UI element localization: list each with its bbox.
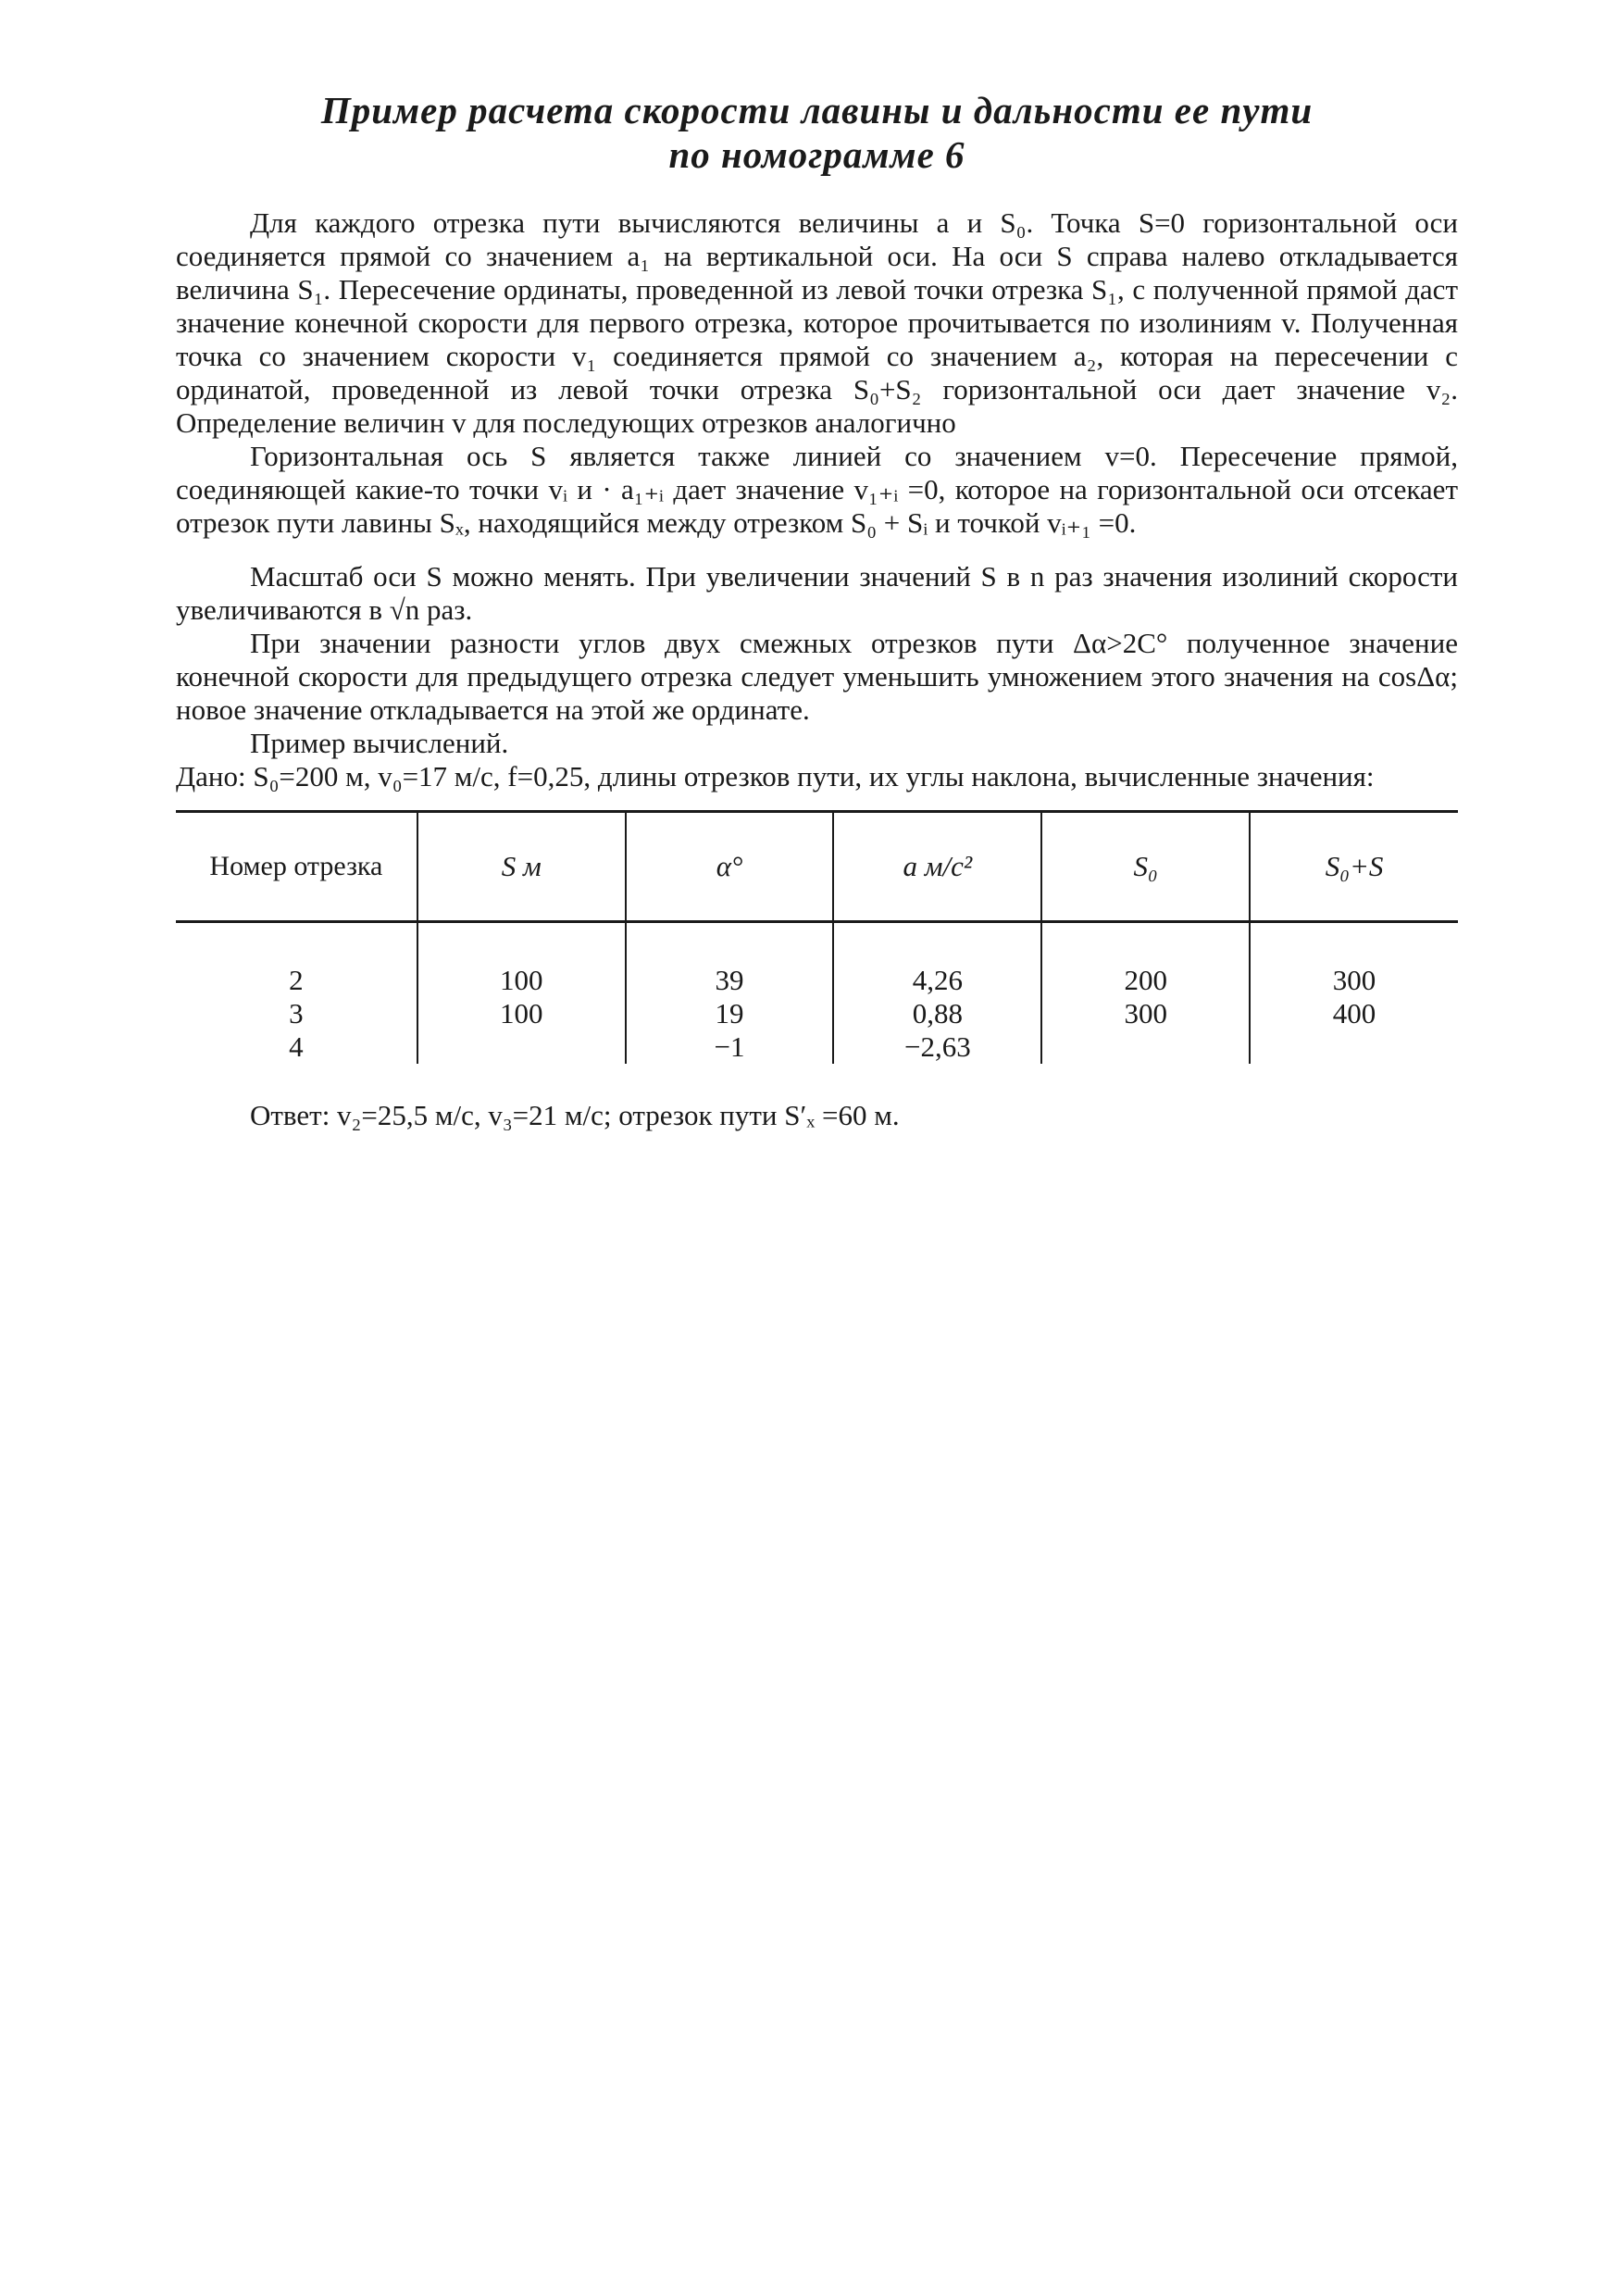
table-cell: 200 [1041, 964, 1250, 997]
header-acceleration: a м/с² [833, 813, 1041, 922]
table-cell [1041, 1030, 1250, 1064]
answer-line: Ответ: v₂=25,5 м/с, v₃=21 м/с; отрезок пути S′ₓ =60 м. [250, 1099, 900, 1131]
paragraph-angle-difference: При значении разности углов двух смежных отрезков пути Δα>2C° полученное значение конечной скорости для предыдущего отрезка следует уменьшить умножением этого значения на cosΔα; новое значение откладывается на этой же ординате. [176, 627, 1458, 726]
table-cell: 39 [626, 964, 834, 997]
table-header-row [176, 813, 1458, 922]
title-line-2: по номограмме 6 [668, 133, 965, 176]
page-title [176, 88, 1458, 177]
table-cell [1250, 1030, 1458, 1064]
paragraph-method: Для каждого отрезка пути вычисляются величины a и S₀. Точка S=0 горизонтальной оси соединяется прямой со значением a₁ на вертикальной оси. На оси S справа налево откладывается величина S₁. Пересечение ординаты, проведенной из левой точки отрезка S₁, с полученной прямой даст значение конечной скорости для первого отрезка, которое прочитывается по изолиниям v. Полученная точка со значением скорости v₁ соединяется прямой со значением a₂, которая на пересечении с ординатой, проведенной из левой точки отрезка S₀+S₂ горизонтальной оси дает значение v₂. Определение величин v для последующих отрезков аналогично [176, 206, 1458, 439]
table-cell: 400 [1332, 997, 1376, 1029]
document-page [176, 88, 1458, 1161]
table-cell [417, 1030, 626, 1064]
header-length: S м [417, 813, 626, 922]
table-cell: 300 [1041, 997, 1250, 1030]
table-cell: 100 [417, 964, 626, 997]
header-s0: S₀ [1041, 813, 1250, 922]
paragraph-given: Дано: S₀=200 м, v₀=17 м/с, f=0,25, длины отрезков пути, их углы наклона, вычисленные значения: [176, 760, 1375, 792]
table-cell: −1 [626, 1030, 834, 1064]
table-cell: 0,88 [833, 997, 1041, 1030]
table-cell: 4 [176, 1030, 417, 1064]
paragraph-example-heading: Пример вычислений. [250, 727, 509, 759]
table-cell: −2,63 [833, 1030, 1041, 1064]
table-row [176, 964, 1458, 997]
table-cell: 2 [176, 964, 417, 997]
header-segment-number: Номер отрезка [176, 813, 417, 922]
header-angle: α° [626, 813, 834, 922]
table-cell: 300 [1332, 964, 1376, 996]
paragraph-horizontal-axis: Горизонтальная ось S является также линией со значением v=0. Пересечение прямой, соединяющей какие-то точки vᵢ и · a₁₊ᵢ дает значение v₁₊ᵢ =0, которое на горизонтальной оси отсекает отрезок пути лавины Sₓ, находящийся между отрезком S₀ + Sᵢ и точкой vᵢ₊₁ =0. [176, 440, 1458, 539]
table-cell: 4,26 [833, 964, 1041, 997]
table-cell: 100 [417, 997, 626, 1030]
table-row [176, 997, 1458, 1030]
table-cell: 19 [626, 997, 834, 1030]
title-line-1: Пример расчета скорости лавины и дальности ее пути [320, 89, 1314, 131]
table-row [176, 1030, 1458, 1064]
table-cell: 3 [176, 997, 417, 1030]
paragraph-scale: Масштаб оси S можно менять. При увеличении значений S в n раз значения изолиний скорости увеличиваются в √n раз. [176, 560, 1458, 626]
header-s0-plus-s: S₀+S [1250, 813, 1458, 922]
data-table [176, 810, 1458, 1064]
